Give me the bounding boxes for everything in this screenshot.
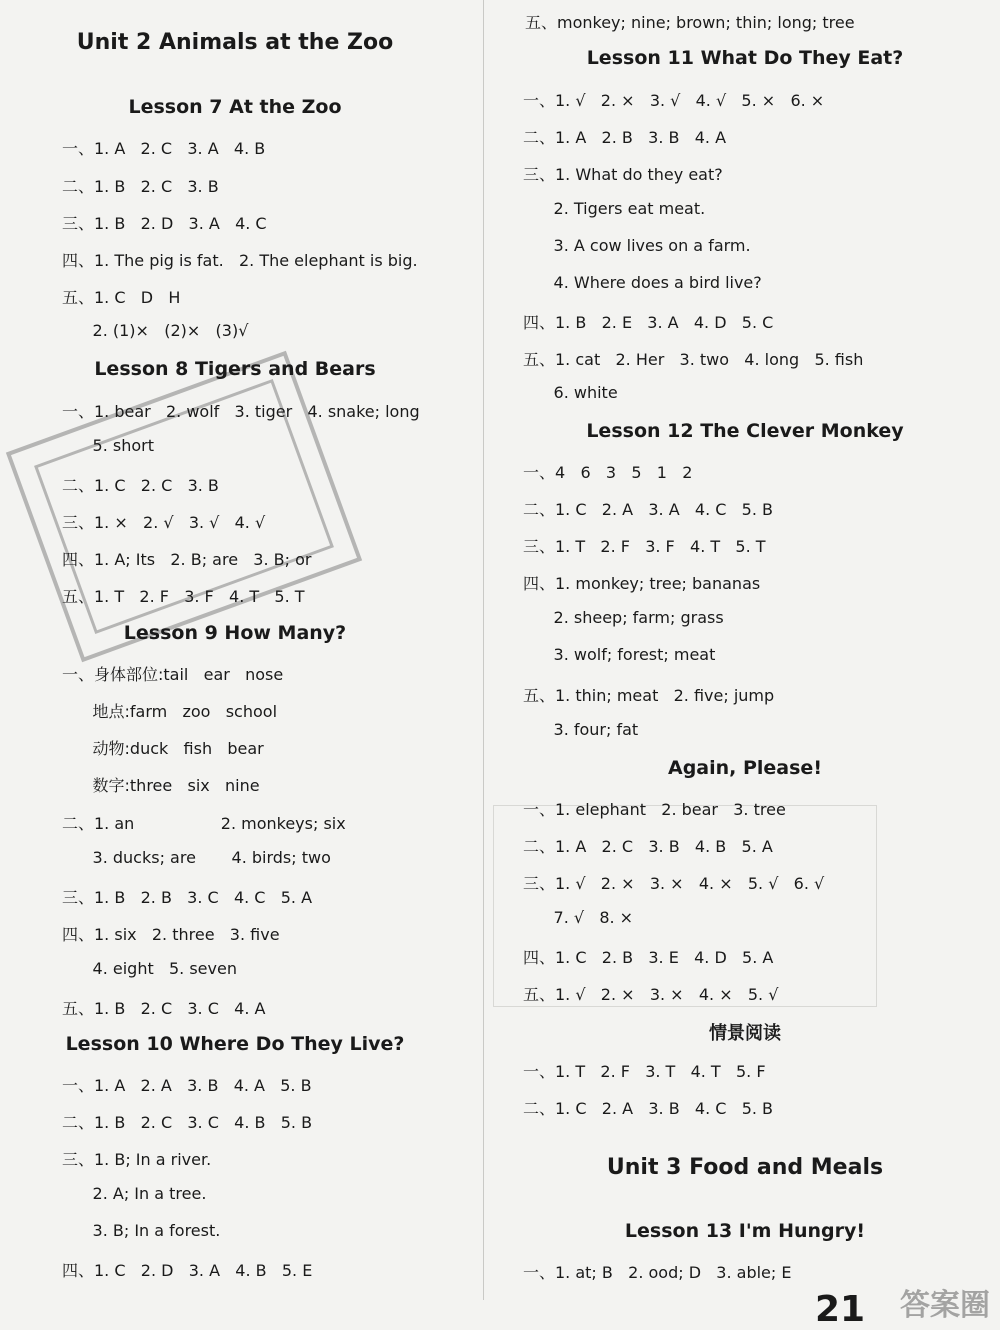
- answer-line: 一、身体部位:tail ear nose: [62, 665, 284, 684]
- answer-line: 3. four; fat: [523, 720, 639, 739]
- answer-line: 二、1. C 2. A 3. B 4. C 5. B: [523, 1099, 774, 1118]
- answer-line: 三、1. B; In a river.: [62, 1150, 212, 1169]
- lesson-13-title: Lesson 13 I'm Hungry!: [624, 1220, 866, 1242]
- answer-line: 3. ducks; are 4. birds; two: [62, 848, 331, 867]
- answer-line: 地点:farm zoo school: [62, 702, 278, 721]
- answer-line: 一、1. bear 2. wolf 3. tiger 4. snake; long: [62, 402, 420, 421]
- answer-line: 7. √ 8. ×: [523, 908, 634, 927]
- answer-line: 二、1. A 2. C 3. B 4. B 5. A: [523, 837, 773, 856]
- answer-line: 五、1. T 2. F 3. F 4. T 5. T: [62, 587, 305, 606]
- lesson-11-title: Lesson 11 What Do They Eat?: [586, 47, 904, 69]
- answer-line: 5. short: [62, 436, 154, 455]
- answer-line: 五、1. √ 2. × 3. × 4. × 5. √: [523, 985, 779, 1004]
- answer-line: 三、1. √ 2. × 3. × 4. × 5. √ 6. √: [523, 874, 825, 893]
- answer-line: 一、1. T 2. F 3. T 4. T 5. F: [523, 1062, 766, 1081]
- lesson-9-title: Lesson 9 How Many?: [123, 622, 347, 644]
- answer-line: 五、1. cat 2. Her 3. two 4. long 5. fish: [523, 350, 864, 369]
- answer-line: 五、1. C D H: [62, 288, 181, 307]
- answer-line: 三、1. T 2. F 3. F 4. T 5. T: [523, 537, 766, 556]
- answer-line: 四、1. C 2. D 3. A 4. B 5. E: [62, 1261, 313, 1280]
- watermark-logo: 答案圈: [900, 1288, 990, 1323]
- answer-line: 2. (1)× (2)× (3)√: [62, 321, 249, 340]
- answer-line: 四、1. six 2. three 3. five: [62, 925, 280, 944]
- unit-3-title: Unit 3 Food and Meals: [606, 1155, 884, 1180]
- answer-line: 3. A cow lives on a farm.: [523, 236, 751, 255]
- answer-line: 二、1. B 2. C 3. C 4. B 5. B: [62, 1113, 313, 1132]
- answer-line: 四、1. C 2. B 3. E 4. D 5. A: [523, 948, 774, 967]
- lesson-10-title: Lesson 10 Where Do They Live?: [65, 1033, 405, 1055]
- answer-line: 二、1. C 2. C 3. B: [62, 476, 219, 495]
- lesson-12-title: Lesson 12 The Clever Monkey: [586, 420, 904, 442]
- answer-line: 四、1. monkey; tree; bananas: [523, 574, 761, 593]
- answer-line: 三、1. B 2. D 3. A 4. C: [62, 214, 267, 233]
- answer-line: 四、1. The pig is fat. 2. The elephant is big.: [62, 251, 418, 270]
- answer-line: 五、1. thin; meat 2. five; jump: [523, 686, 775, 705]
- lesson-7-title: Lesson 7 At the Zoo: [128, 96, 342, 118]
- stamp-seal: [6, 351, 362, 662]
- answer-line: 三、1. What do they eat?: [523, 165, 723, 184]
- page-number: 21: [815, 1289, 866, 1330]
- answer-line: 四、1. B 2. E 3. A 4. D 5. C: [523, 313, 774, 332]
- answer-line: 数字:three six nine: [62, 776, 260, 795]
- column-divider: [483, 0, 484, 1300]
- reading-title: 情景阅读: [709, 1023, 781, 1044]
- answer-line: 二、1. an 2. monkeys; six: [62, 814, 346, 833]
- answer-line: 3. wolf; forest; meat: [523, 645, 716, 664]
- lesson-8-title: Lesson 8 Tigers and Bears: [94, 358, 376, 380]
- answer-line: 3. B; In a forest.: [62, 1221, 221, 1240]
- answer-line: 4. eight 5. seven: [62, 959, 237, 978]
- answer-line: 一、1. √ 2. × 3. √ 4. √ 5. × 6. ×: [523, 91, 825, 110]
- answer-line: 2. A; In a tree.: [62, 1184, 207, 1203]
- answer-line: 三、1. × 2. √ 3. √ 4. √: [62, 513, 266, 532]
- answer-line: 2. Tigers eat meat.: [523, 199, 706, 218]
- answer-line: 五、monkey; nine; brown; thin; long; tree: [525, 13, 855, 32]
- again-please-title: Again, Please!: [667, 757, 822, 779]
- answer-line: 一、1. A 2. C 3. A 4. B: [62, 139, 266, 158]
- answer-line: 2. sheep; farm; grass: [523, 608, 724, 627]
- answer-line: 6. white: [523, 383, 618, 402]
- answer-line: 一、4 6 3 5 1 2: [523, 463, 693, 482]
- answer-line: 二、1. C 2. A 3. A 4. C 5. B: [523, 500, 774, 519]
- answer-line: 三、1. B 2. B 3. C 4. C 5. A: [62, 888, 313, 907]
- answer-line: 五、1. B 2. C 3. C 4. A: [62, 999, 266, 1018]
- answer-line: 二、1. A 2. B 3. B 4. A: [523, 128, 727, 147]
- answer-line: 一、1. at; B 2. ood; D 3. able; E: [523, 1263, 792, 1282]
- answer-line: 四、1. A; Its 2. B; are 3. B; or: [62, 550, 312, 569]
- answer-line: 动物:duck fish bear: [62, 739, 264, 758]
- answer-line: 4. Where does a bird live?: [523, 273, 762, 292]
- answer-line: 一、1. elephant 2. bear 3. tree: [523, 800, 786, 819]
- answer-line: 一、1. A 2. A 3. B 4. A 5. B: [62, 1076, 312, 1095]
- answer-line: 二、1. B 2. C 3. B: [62, 177, 219, 196]
- unit-2-title: Unit 2 Animals at the Zoo: [76, 30, 394, 55]
